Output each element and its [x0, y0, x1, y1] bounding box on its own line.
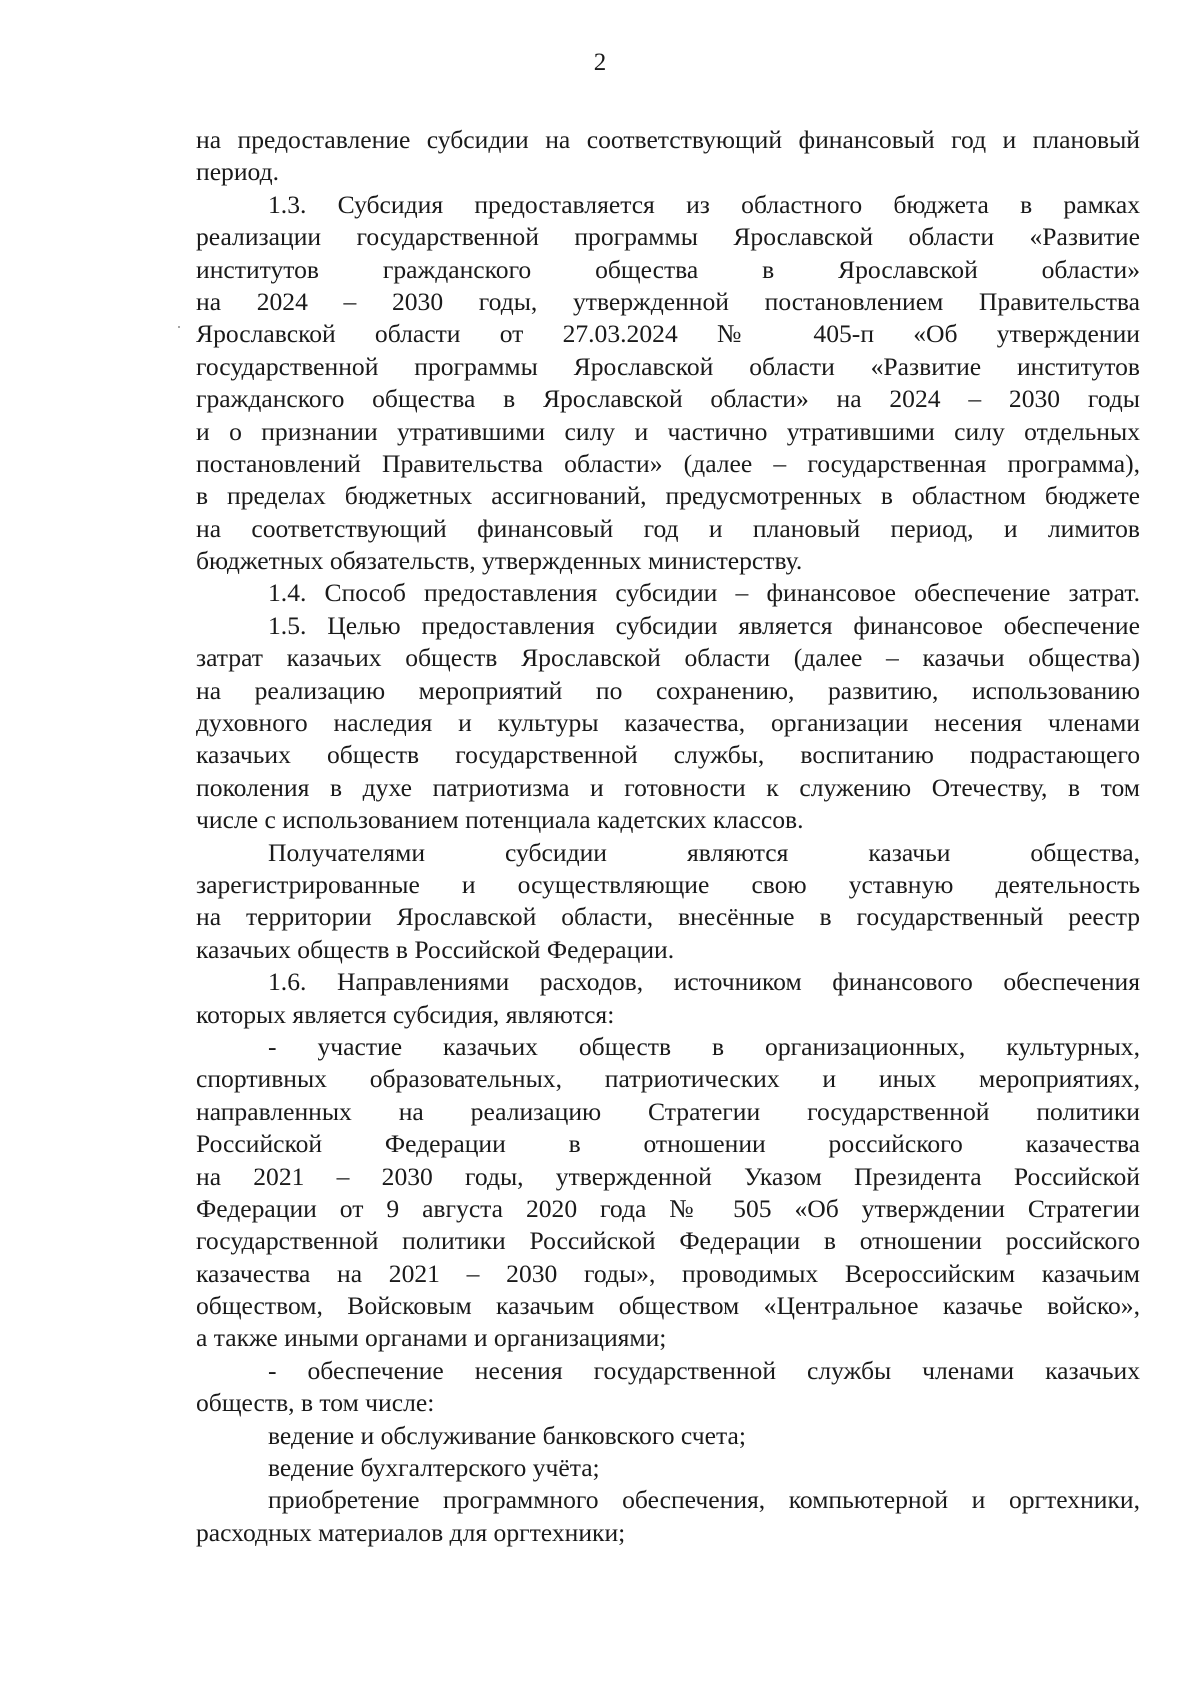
text-line: Федерации от 9 августа 2020 года № 505 «Об утверждении Стратегии [196, 1193, 1140, 1223]
scan-speck [178, 326, 180, 328]
text-line: государственной программы Ярославской области «Развитие институтов [196, 351, 1140, 381]
text-line: бюджетных обязательств, утвержденных министерству. [196, 546, 803, 576]
text-line: а также иными органами и организациями; [196, 1323, 667, 1353]
text-line: спортивных образовательных, патриотических и иных мероприятиях, [196, 1064, 1140, 1094]
text-line: обществом, Войсковым казачьим обществом «Центральное казачье войско», [196, 1291, 1140, 1321]
document-body [196, 124, 1140, 1549]
text-line: поколения в духе патриотизма и готовности к служению Отечеству, в том [196, 772, 1140, 802]
text-line: которых является субсидия, являются: [196, 999, 615, 1029]
text-line: казачьих обществ в Российской Федерации. [196, 934, 675, 964]
text-line: обществ, в том числе: [196, 1388, 435, 1418]
text-line: на 2024 – 2030 годы, утвержденной постановлением Правительства [196, 286, 1140, 316]
text-line: постановлений Правительства области» (далее – государственная программа), [196, 448, 1140, 478]
text-line: ведение бухгалтерского учёта; [268, 1453, 600, 1483]
text-line: казачества на 2021 – 2030 годы», проводимых Всероссийским казачьим [196, 1258, 1140, 1288]
text-line: - обеспечение несения государственной службы членами казачьих [268, 1355, 1140, 1385]
text-line: в пределах бюджетных ассигнований, предусмотренных в областном бюджете [196, 481, 1140, 511]
text-line: на предоставление субсидии на соответствующий финансовый год и плановый [196, 125, 1140, 154]
text-line: Получателями субсидии являются казачьи общества, [268, 837, 1140, 867]
text-line: гражданского общества в Ярославской области» на 2024 – 2030 годы [196, 384, 1140, 414]
text-line: и о признании утратившими силу и частично утратившими силу отдельных [196, 416, 1140, 446]
text-line: 1.3. Субсидия предоставляется из областного бюджета в рамках [268, 189, 1140, 219]
text-line: Ярославской области от 27.03.2024 № 405-п «Об утверждении [196, 319, 1140, 349]
text-line: 1.5. Целью предоставления субсидии является финансовое обеспечение [268, 610, 1140, 640]
text-line: 1.4. Способ предоставления субсидии – финансовое обеспечение затрат. [268, 578, 1140, 608]
text-line: институтов гражданского общества в Ярославской области» [196, 254, 1140, 284]
text-line: - участие казачьих обществ в организационных, культурных, [268, 1031, 1140, 1061]
text-line: реализации государственной программы Ярославской области «Развитие [196, 222, 1140, 252]
text-line: приобретение программного обеспечения, компьютерной и оргтехники, [268, 1485, 1140, 1515]
page-number: 2 [593, 49, 607, 76]
text-line: затрат казачьих обществ Ярославской области (далее – казачьи общества) [196, 643, 1140, 673]
text-line: период. [196, 157, 280, 187]
text-line: числе с использованием потенциала кадетских классов. [196, 805, 804, 835]
text-line: направленных на реализацию Стратегии государственной политики [196, 1096, 1140, 1126]
text-line: на реализацию мероприятий по сохранению, развитию, использованию [196, 675, 1140, 705]
text-line: ведение и обслуживание банковского счета; [268, 1420, 746, 1450]
text-line: на территории Ярославской области, внесённые в государственный реестр [196, 902, 1140, 932]
text-line: 1.6. Направлениями расходов, источником финансового обеспечения [268, 967, 1140, 997]
text-line: расходных материалов для оргтехники; [196, 1517, 626, 1547]
text-line: Российской Федерации в отношении российского казачества [196, 1129, 1140, 1159]
text-line: на 2021 – 2030 годы, утвержденной Указом Президента Российской [196, 1161, 1140, 1191]
text-line: на соответствующий финансовый год и плановый период, и лимитов [196, 513, 1140, 543]
text-line: зарегистрированные и осуществляющие свою уставную деятельность [196, 869, 1140, 899]
text-line: казачьих обществ государственной службы, воспитанию подрастающего [196, 740, 1140, 770]
text-line: духовного наследия и культуры казачества, организации несения членами [196, 708, 1140, 738]
text-line: государственной политики Российской Федерации в отношении российского [196, 1226, 1140, 1256]
